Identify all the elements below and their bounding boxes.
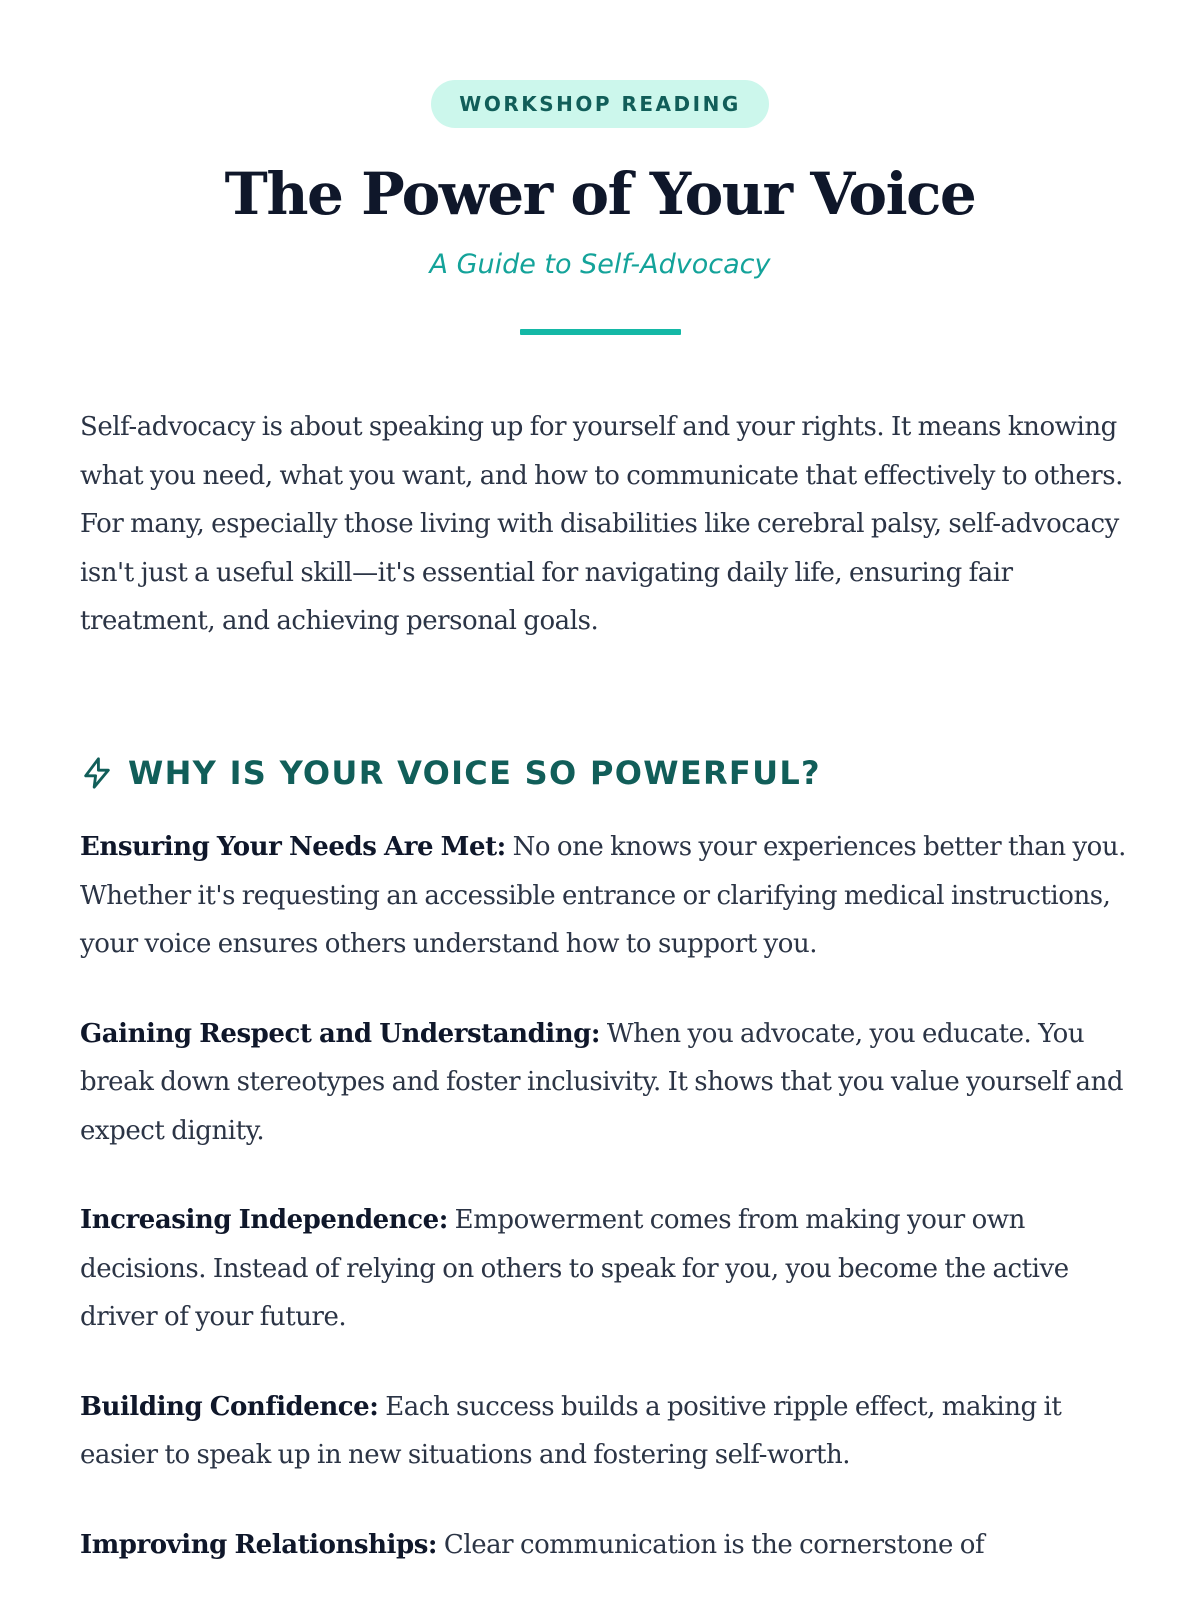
benefit-text: Clear communication is the cornerstone of (443, 1529, 985, 1560)
benefit-text: No one knows your experiences better than you. Whether it's requesting an accessible entrance or clarifying medical instructions, your voice ensures others understand how to support you. (80, 832, 1126, 959)
benefit-item (80, 1521, 1130, 1570)
intro-paragraph: Self-advocacy is about speaking up for yourself and your rights. It means knowing what you need, what you want, and how to communicate that effectively to others. For many, especially those living with disabilities like cerebral palsy, self-advocacy isn't just a useful skill—it's essential for navigating daily life, ensuring fair treatment, and achieving personal goals. (80, 412, 1123, 636)
benefit-item (80, 1010, 1130, 1156)
category-badge: WORKSHOP READING (431, 80, 768, 128)
title-divider (520, 329, 681, 335)
benefit-list (80, 823, 1130, 1600)
benefit-item (80, 1383, 1130, 1480)
page-subtitle: A Guide to Self-Advocacy (429, 249, 771, 280)
section-title: WHY IS YOUR VOICE SO POWERFUL? (128, 754, 821, 792)
benefit-term: Increasing Independence: (80, 1205, 448, 1235)
benefit-item (80, 823, 1130, 969)
benefit-text: Each success builds a positive ripple effect, making it easier to speak up in new situations and fostering self-worth. (80, 1391, 1062, 1470)
benefit-text: Empowerment comes from making your own decisions. Instead of relying on others to speak for you, you become the active driver of your future. (80, 1205, 1069, 1332)
lightning-bolt-icon (80, 756, 114, 790)
benefit-term: Ensuring Your Needs Are Met: (80, 832, 506, 862)
benefit-term: Improving Relationships: (80, 1529, 438, 1560)
section-heading (80, 748, 821, 798)
benefit-text: When you advocate, you educate. You break down stereotypes and foster inclusivity. It shows that you value yourself and expect dignity. (80, 1018, 1124, 1146)
benefit-item (80, 1196, 1130, 1342)
badge-container (0, 80, 1200, 128)
benefit-term: Gaining Respect and Understanding: (80, 1018, 601, 1049)
page-title: The Power of Your Voice (224, 160, 976, 228)
benefit-term: Building Confidence: (80, 1391, 379, 1422)
